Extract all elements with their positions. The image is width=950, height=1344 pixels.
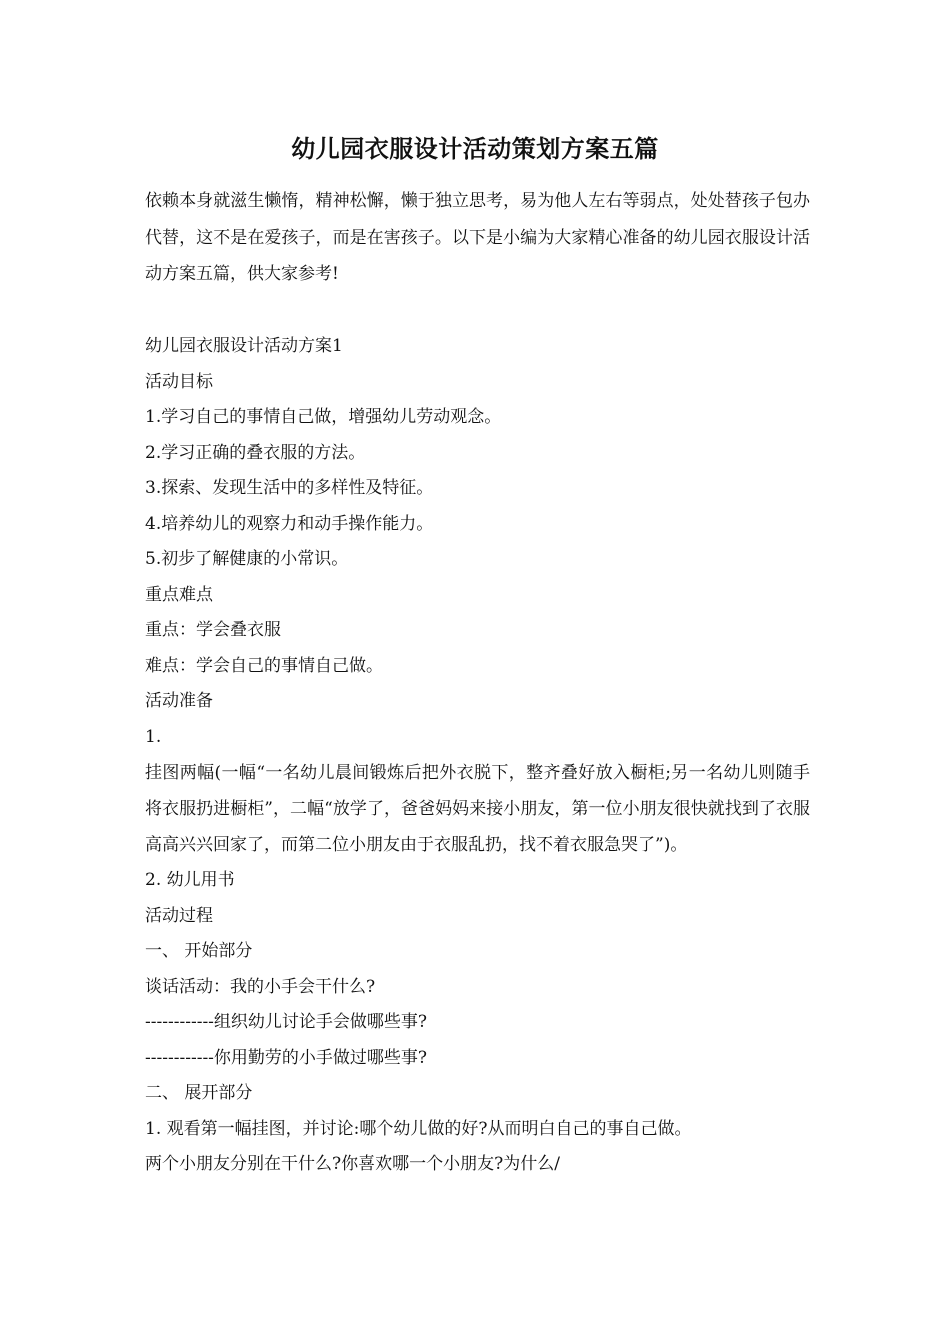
prep-number: 1.: [145, 726, 162, 747]
talk-question: ------------组织幼儿讨论手会做哪些事?: [145, 1012, 428, 1032]
talk-question: ------------你用勤劳的小手做过哪些事?: [145, 1047, 428, 1068]
intro-paragraph: 依赖本身就滋生懒惰，精神松懈，懒于独立思考，易为他人左右等弱点，处处替孩子包办代替，这不是在爱孩子，而是在害孩子。以下是小编为大家精心准备的幼儿园衣服设计活动方案五篇，供大家参考!: [145, 191, 810, 284]
goal-item: 2.学习正确的叠衣服的方法。: [145, 442, 366, 463]
key-point: 重点：学会叠衣服: [145, 620, 281, 640]
goals-heading: 活动目标: [145, 371, 213, 392]
prep-heading: 活动准备: [145, 691, 213, 711]
document-title: 幼儿园衣服设计活动策划方案五篇: [291, 134, 659, 163]
goal-item: 1.学习自己的事情自己做，增强幼儿劳动观念。: [145, 407, 502, 427]
goal-item: 3.探索、发现生活中的多样性及特征。: [145, 478, 434, 498]
talk-activity: 谈话活动：我的小手会干什么?: [145, 976, 376, 997]
prep-item: 2. 幼儿用书: [145, 870, 235, 890]
part-heading: 一、 开始部分: [145, 941, 253, 961]
process-heading: 活动过程: [145, 905, 213, 926]
difficult-point: 难点：学会自己的事情自己做。: [145, 655, 383, 676]
key-heading: 重点难点: [145, 584, 213, 605]
goal-item: 4.培养幼儿的观察力和动手操作能力。: [145, 513, 434, 534]
document-body: [145, 329, 810, 1183]
prep-item: 挂图两幅(一幅“一名幼儿晨间锻炼后把外衣脱下，整齐叠好放入橱柜;另一名幼儿则随手将衣服扔进橱柜”，二幅“放学了，爸爸妈妈来接小朋友，第一位小朋友很快就找到了衣服高高兴兴回家了，而第二位小朋友由于衣服乱扔，找不着衣服急哭了”)。: [145, 763, 810, 855]
section-title: 幼儿园衣服设计活动方案1: [145, 336, 343, 356]
goal-item: 5.初步了解健康的小常识。: [145, 549, 349, 569]
observe-item: 1. 观看第一幅挂图，并讨论:哪个幼儿做的好?从而明白自己的事自己做。: [145, 1118, 692, 1139]
part-heading: 二、 展开部分: [145, 1083, 253, 1103]
observe-question: 两个小朋友分别在干什么?你喜欢哪一个小朋友?为什么/: [145, 1154, 560, 1174]
